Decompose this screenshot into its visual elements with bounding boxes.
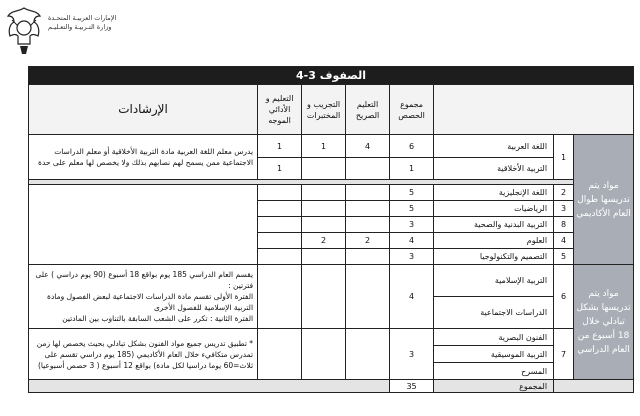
instruction-row6 (29, 265, 258, 329)
total-cell: 1 (390, 158, 434, 180)
instruction-line: الفترة الأولى تقسم مادة الدراسات الاجتماعية لبعض الفصول ومادة التربية الإسلامية للفصول الأخرى (47, 292, 254, 312)
total-cell: 3 (390, 249, 434, 265)
subject-social: الدراسات الاجتماعية (434, 297, 554, 329)
guided-cell (258, 201, 302, 217)
explicit-cell (346, 249, 390, 265)
blank-header (434, 85, 634, 135)
guided-cell: 1 (258, 158, 302, 180)
subject-islamic: التربية الإسلامية (434, 265, 554, 297)
total-row (29, 380, 634, 393)
subject-visual-arts: الفنون البصرية (434, 329, 554, 346)
uae-emblem-icon (4, 4, 44, 58)
table-title: الصفوف 3-4 (29, 67, 634, 85)
table-row (29, 329, 634, 346)
total-label: المجموع (434, 380, 554, 393)
experiments-cell (302, 329, 346, 380)
title-row (29, 67, 634, 85)
guided-cell (258, 329, 302, 380)
explicit-cell (346, 201, 390, 217)
page-header (0, 0, 640, 62)
instruction-row7: * تطبيق تدريس جميع مواد الفنون بشكل تبادلي بحيث يخصص لها زمن تمدرس متكافيء خلال العام الأكاديمي (185 يوم دراسي تقسم على ثلاث=60 يوما دراسيا لكل مادة) بواقع 12 أسبوع ( 3 حصص أسبوعيا) (29, 329, 258, 380)
total-cell: 5 (390, 185, 434, 201)
table-row (29, 265, 634, 297)
row-number: 2 (554, 185, 574, 201)
subject-moral: التربية الأخلاقية (434, 158, 554, 180)
instruction-empty (29, 185, 258, 265)
explicit-cell (346, 158, 390, 180)
explicit-cell (346, 329, 390, 380)
experiments-cell (302, 249, 346, 265)
experiments-cell (302, 217, 346, 233)
total-cell: 3 (390, 217, 434, 233)
experiments-cell: 1 (302, 135, 346, 158)
row-number: 7 (554, 329, 574, 380)
curriculum-table-wrapper (28, 66, 633, 414)
total-blank (554, 380, 634, 393)
subject-theatre: المسرح (434, 363, 554, 380)
total-cell: 6 (390, 135, 434, 158)
experiments-header: التجريب و المختبرات (302, 85, 346, 135)
subject-arabic: اللغة العربية (434, 135, 554, 158)
row-number: 8 (554, 217, 574, 233)
instruction-line: الفترة الثانية : تكرر على الشعب السابقة بالتناوب بين المادتين (62, 314, 254, 323)
total-cell: 3 (390, 329, 434, 380)
subject-design-tech: التصميم والتكنولوجيا (434, 249, 554, 265)
explicit-cell (346, 265, 390, 329)
guided-cell (258, 249, 302, 265)
instruction-row1: يدرس معلم اللغة العربية مادة التربية الأخلاقية أو معلم الدراسات الاجتماعية ممن يسمح لهم نصابهم بذلك ولا يخصص لها معلم على حدة (29, 135, 258, 180)
row-number: 5 (554, 249, 574, 265)
table-row (29, 135, 634, 158)
total-cell: 4 (390, 233, 434, 249)
subject-pe: التربية البدنية والصحية (434, 217, 554, 233)
experiments-cell (302, 201, 346, 217)
ministry-name: الإمارات العربيـة المتحـدة وزارة التـربيـة والتعـليـم (48, 14, 117, 31)
explicit-cell: 2 (346, 233, 390, 249)
category-rotating: مواد يتم تدريسها بشكل تبادلي خلال 18 أسبوع من العام الدراسي (574, 265, 634, 380)
guided-cell (258, 185, 302, 201)
row-number: 1 (554, 135, 574, 180)
guided-cell (258, 217, 302, 233)
subject-science: العلوم (434, 233, 554, 249)
subject-music: التربية الموسيقية (434, 346, 554, 363)
explicit-cell (346, 217, 390, 233)
instructions-header: الإرشادات (29, 85, 258, 135)
total-value: 35 (390, 380, 434, 393)
experiments-cell (302, 158, 346, 180)
guided-cell (258, 265, 302, 329)
guided-header: التعليم و الأدائي الموجه (258, 85, 302, 135)
guided-cell: 1 (258, 135, 302, 158)
total-header: مجموع الحصص (390, 85, 434, 135)
subject-math: الرياضيات (434, 201, 554, 217)
experiments-cell (302, 185, 346, 201)
guided-cell (258, 233, 302, 249)
explicit-header: التعليم الصريح (346, 85, 390, 135)
explicit-cell (346, 185, 390, 201)
row-number: 3 (554, 201, 574, 217)
instruction-line: يقسم العام الدراسي 185 يوم بواقع 18 أسبوع (90 يوم دراسي ) على فترتين : (35, 270, 254, 290)
experiments-cell: 2 (302, 233, 346, 249)
table-row (29, 185, 634, 201)
total-filler (29, 380, 390, 393)
subject-english: اللغة الإنجليزية (434, 185, 554, 201)
category-year-long: مواد يتم تدريسها طوال العام الأكاديمي (574, 135, 634, 265)
total-cell: 5 (390, 201, 434, 217)
explicit-cell: 4 (346, 135, 390, 158)
row-number: 4 (554, 233, 574, 249)
curriculum-table (28, 66, 634, 393)
experiments-cell (302, 265, 346, 329)
total-cell: 4 (390, 265, 434, 329)
header-row (29, 85, 634, 135)
row-number: 6 (554, 265, 574, 329)
